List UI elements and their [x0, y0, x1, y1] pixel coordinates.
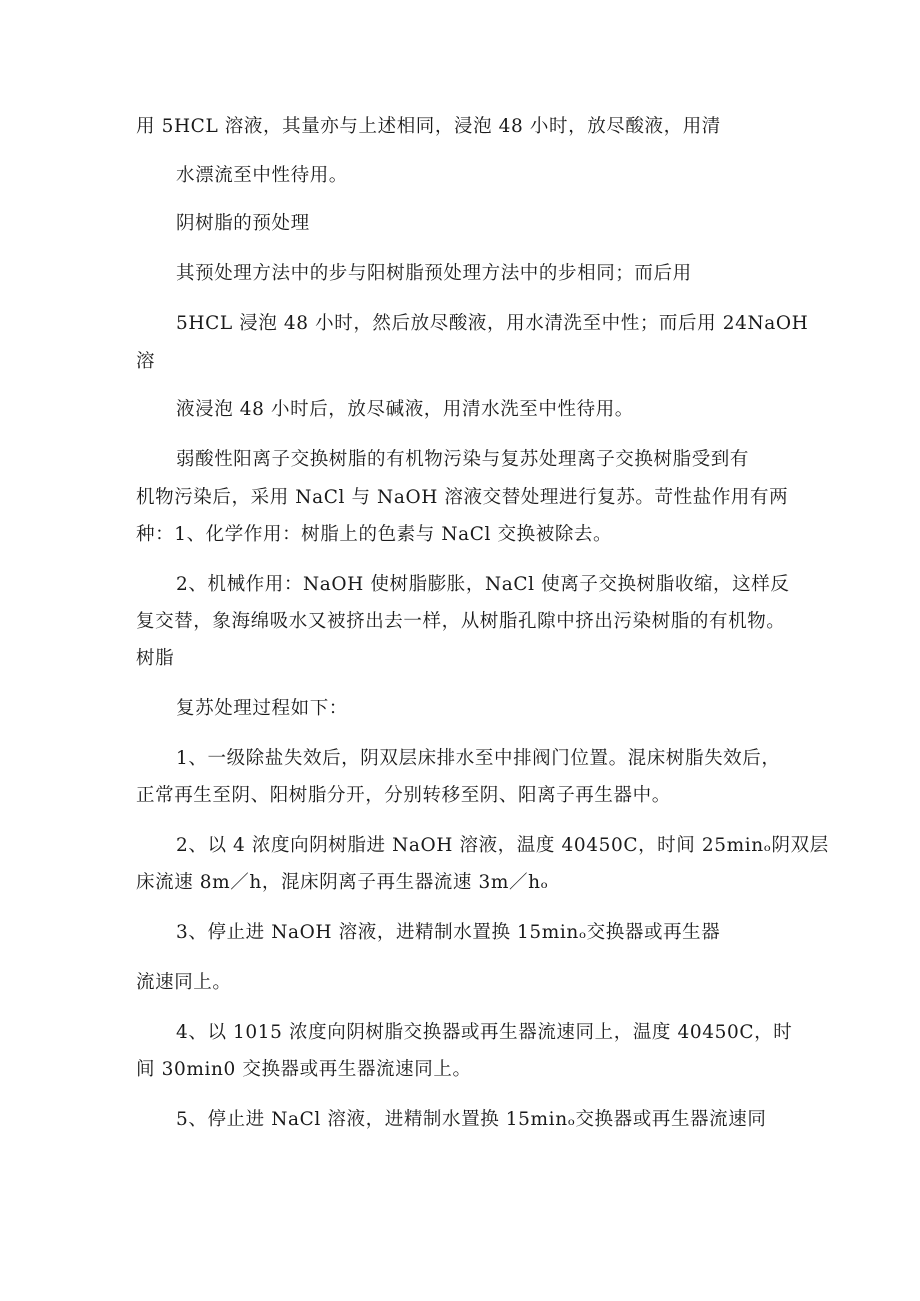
- text-line: 弱酸性阳离子交换树脂的有机物污染与复苏处理离子交换树脂受到有: [176, 449, 750, 470]
- text-line: 机物污染后，采用 NaCl 与 NaOH 溶液交替处理进行复苏。苛性盐作用有两: [136, 487, 789, 508]
- text-line: 种：1、化学作用：树脂上的色素与 NaCl 交换被除去。: [136, 524, 613, 545]
- section-heading: 阴树脂的预处理: [176, 213, 310, 234]
- text-line: 复交替，象海绵吸水又被挤出去一样，从树脂孔隙中挤出污染树脂的有机物。: [136, 611, 786, 632]
- text-line: 间 30min0 交换器或再生器流速同上。: [136, 1059, 472, 1080]
- text-line: 正常再生至阴、阳树脂分开，分别转移至阴、阳离子再生器中。: [136, 785, 671, 806]
- text-line: 水漂流至中性待用。: [176, 165, 348, 186]
- text-line: 4、以 1015 浓度向阴树脂交换器或再生器流速同上，温度 40450C，时: [176, 1022, 793, 1043]
- section-heading: 复苏处理过程如下：: [176, 698, 348, 719]
- text-line: 5、停止进 NaCl 溶液，进精制水置换 15minₒ交换器或再生器流速同: [176, 1109, 767, 1130]
- text-line: 其预处理方法中的步与阳树脂预处理方法中的步相同；而后用: [176, 263, 692, 284]
- text-line: 2、以 4 浓度向阴树脂进 NaOH 溶液，温度 40450C，时间 25minₒ阴双层: [176, 835, 829, 856]
- text-line: 溶: [136, 351, 156, 372]
- text-line: 床流速 8m／h，混床阴离子再生器流速 3m／hₒ: [136, 872, 549, 893]
- text-line: 2、机械作用：NaOH 使树脂膨胀，NaCl 使离子交换树脂收缩，这样反: [176, 574, 790, 595]
- text-line: 流速同上。: [136, 972, 232, 993]
- text-line: 5HCL 浸泡 48 小时，然后放尽酸液，用水清洗至中性；而后用 24NaOH: [176, 313, 809, 334]
- text-line: 树脂: [136, 648, 175, 669]
- text-line: 1、一级除盐失效后，阴双层床排水至中排阀门位置。混床树脂失效后，: [176, 748, 781, 769]
- text-line: 用 5HCL 溶液，其量亦与上述相同，浸泡 48 小时，放尽酸液，用清: [136, 116, 721, 137]
- text-line: 液浸泡 48 小时后，放尽碱液，用清水洗至中性待用。: [176, 399, 634, 420]
- text-line: 3、停止进 NaOH 溶液，进精制水置换 15minₒ交换器或再生器: [176, 922, 721, 943]
